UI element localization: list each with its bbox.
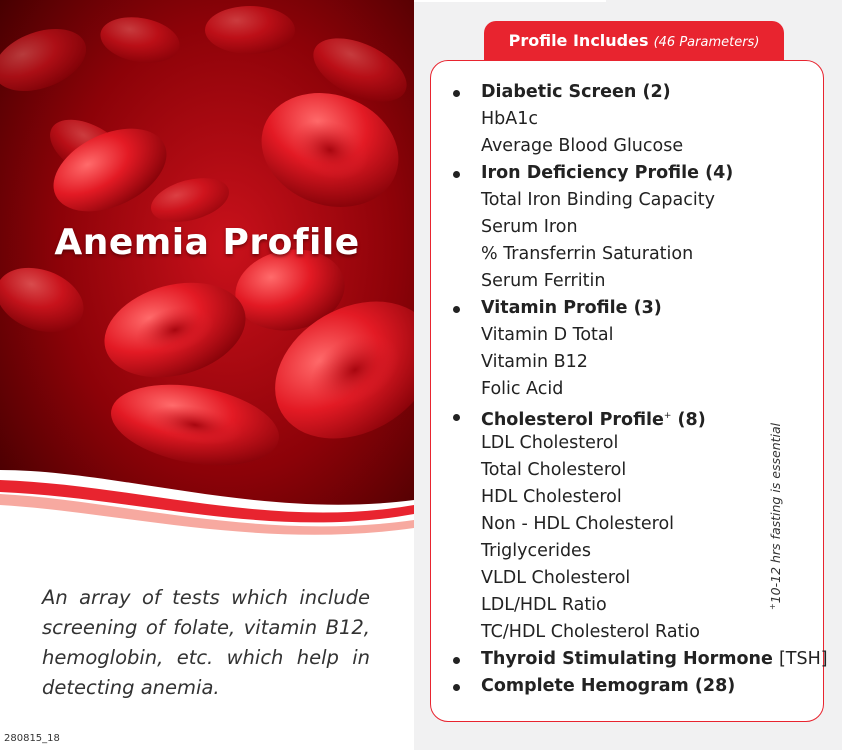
list-item: LDL Cholesterol [481,433,619,453]
list-item: Folic Acid [481,379,564,399]
list-item: Triglycerides [481,541,591,561]
profile-title: Anemia Profile [54,222,360,263]
list-item: Vitamin B12 [481,352,588,372]
blood-cells-image [0,0,414,550]
fasting-marker: + [663,411,672,421]
right-panel [414,0,842,750]
section-heading: Complete Hemogram (28) [466,673,806,700]
section-heading: Thyroid Stimulating Hormone [TSH] [466,646,806,673]
bullet-icon [453,171,460,178]
bullet-icon [453,306,460,313]
list-item: Average Blood Glucose [481,136,684,156]
list-item: % Transferrin Saturation [481,244,694,264]
list-item: Serum Iron [481,217,578,237]
list-item: Non - HDL Cholesterol [481,514,675,534]
top-divider [414,0,606,2]
bullet-icon [453,684,460,691]
list-item: HDL Cholesterol [481,487,622,507]
list-item: HbA1c [481,109,538,129]
section-heading: Diabetic Screen (2) [466,79,806,106]
profile-description: An array of tests which include screening of folate, vitamin B12, hemoglobin, etc. which help in detecting anemia. [42,586,370,699]
fasting-note: +10-12 hrs fasting is essential [768,422,784,610]
parameter-list [466,79,828,700]
tab-count: (46 Parameters) [653,35,760,50]
bullet-icon [453,414,460,421]
document-code: 280815_18 [4,733,60,744]
section-heading: Vitamin Profile (3) [466,295,806,322]
profile-includes-tab [484,21,784,61]
left-panel [0,0,414,750]
list-item: TC/HDL Cholesterol Ratio [481,622,700,642]
bullet-icon [453,657,460,664]
section-heading: Iron Deficiency Profile (4) [466,160,806,187]
list-item: VLDL Cholesterol [481,568,631,588]
list-item: Total Iron Binding Capacity [481,190,715,210]
list-item: Vitamin D Total [481,325,614,345]
section-heading: Cholesterol Profile+ (8) [466,403,806,430]
list-item: LDL/HDL Ratio [481,595,607,615]
list-item: Total Cholesterol [481,460,627,480]
list-item: Serum Ferritin [481,271,606,291]
bullet-icon [453,90,460,97]
tab-label: Profile Includes [508,31,649,50]
